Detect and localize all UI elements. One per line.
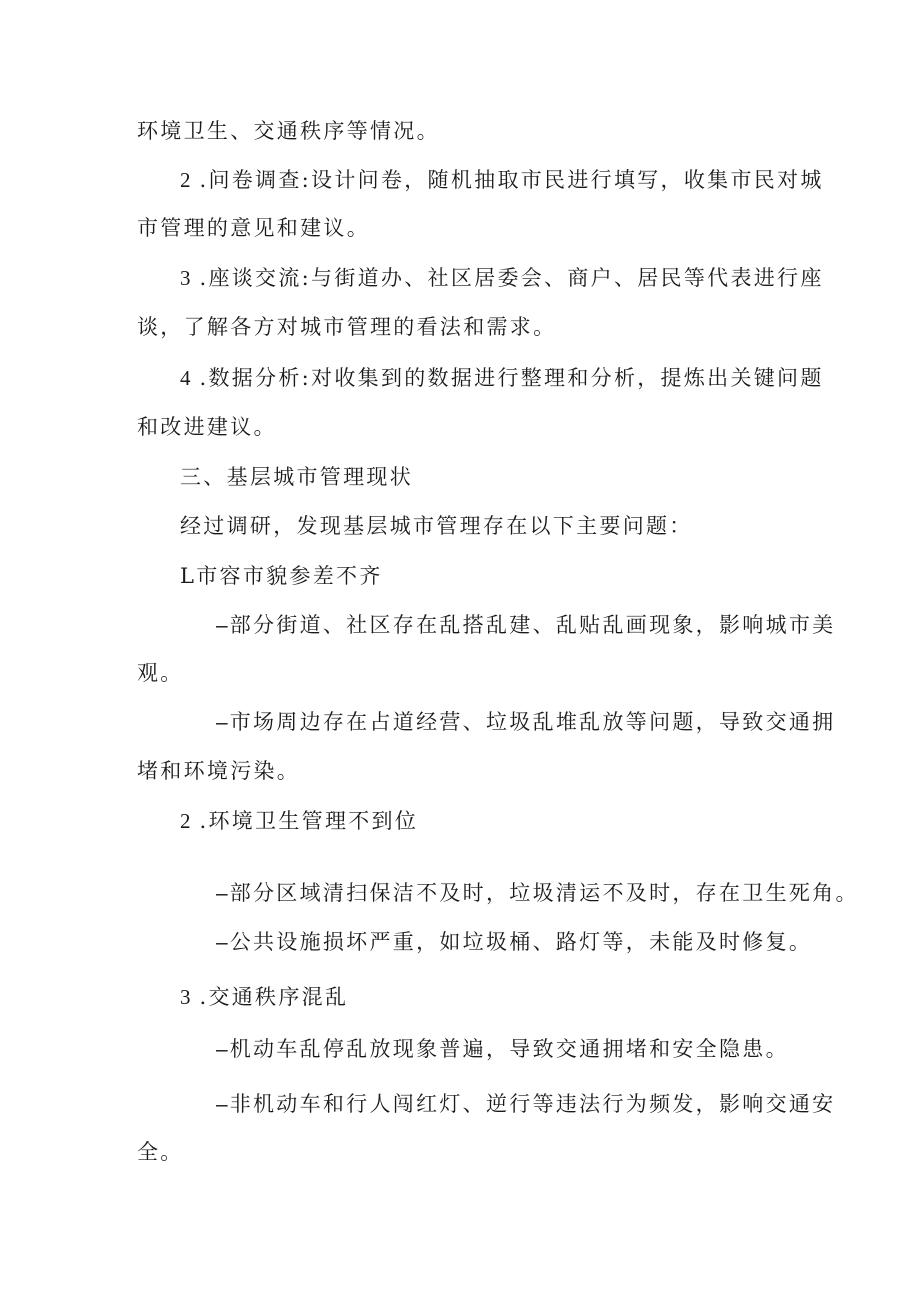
bullet-text: 机动车乱停乱放现象普遍，导致交通拥堵和安全隐患。 [229, 1037, 789, 1061]
bullet-text: 市场周边存在占道经营、垃圾乱堆乱放等问题，导致交通拥 [229, 710, 836, 734]
section-intro: 经过调研，发现基层城市管理存在以下主要问题： [180, 514, 693, 538]
method-2-heading: .问卷调查: [199, 168, 312, 192]
issue-2-title-text: .环境卫生管理不到位 [199, 809, 419, 833]
issue-2-bullet-2 [216, 928, 812, 957]
bullet-dash: – [216, 711, 228, 734]
bullet-dash: – [216, 882, 228, 905]
list-number: 3 [180, 985, 191, 1009]
list-number: 2 [180, 168, 191, 192]
issue-3-title-text: .交通秩序混乱 [199, 985, 349, 1009]
issue-3-title [180, 983, 348, 1011]
bullet-dash: – [216, 614, 228, 637]
method-3-line2: 谈，了解各方对城市管理的看法和需求。 [137, 315, 557, 339]
bullet-dash: – [216, 931, 228, 954]
bullet-dash: – [216, 1093, 228, 1116]
list-number: 2 [180, 809, 191, 833]
issue-3-bullet-1 [216, 1035, 789, 1064]
issue-1-title: L市容市貌参差不齐 [180, 564, 383, 588]
issue-1-bullet-1-line2: 观。 [137, 661, 184, 685]
issue-3-bullet-2-line1 [216, 1090, 836, 1119]
method-4-line1 [180, 364, 824, 392]
bullet-dash: – [216, 1038, 228, 1061]
method-3-heading: .座谈交流: [199, 266, 312, 290]
issue-1-bullet-2-line2: 堵和环境污染。 [137, 759, 301, 783]
issue-1-bullet-2-line1 [216, 708, 836, 737]
paragraph-line: 环境卫生、交通秩序等情况。 [137, 119, 440, 143]
bullet-text: 公共设施损坏严重，如垃圾桶、路灯等，未能及时修复。 [229, 930, 813, 954]
method-4-heading: .数据分析: [199, 366, 312, 390]
issue-2-bullet-1 [216, 879, 859, 908]
issue-1-bullet-1-line1 [216, 611, 836, 640]
method-4-text: 对收集到的数据进行整理和分析，提炼出关键问题 [311, 366, 824, 390]
bullet-text: 部分街道、社区存在乱搭乱建、乱贴乱画现象，影响城市美 [229, 613, 836, 637]
section-heading: 三、基层城市管理现状 [180, 465, 413, 489]
method-2-line2: 市管理的意见和建议。 [137, 216, 370, 240]
list-number: 4 [180, 366, 191, 390]
bullet-text: 部分区域清扫保洁不及时，垃圾清运不及时，存在卫生死角。 [229, 881, 859, 905]
method-2-text: 设计问卷，随机抽取市民进行填写，收集市民对城 [311, 168, 824, 192]
issue-3-bullet-2-line2: 全。 [137, 1140, 184, 1164]
issue-2-title [180, 807, 418, 835]
list-number: 3 [180, 266, 191, 290]
method-3-text: 与街道办、社区居委会、商户、居民等代表进行座 [311, 266, 824, 290]
bullet-text: 非机动车和行人闯红灯、逆行等违法行为频发，影响交通安 [229, 1092, 836, 1116]
method-3-line1 [180, 264, 824, 292]
method-2-line1 [180, 166, 824, 194]
method-4-line2: 和改进建议。 [137, 415, 277, 439]
